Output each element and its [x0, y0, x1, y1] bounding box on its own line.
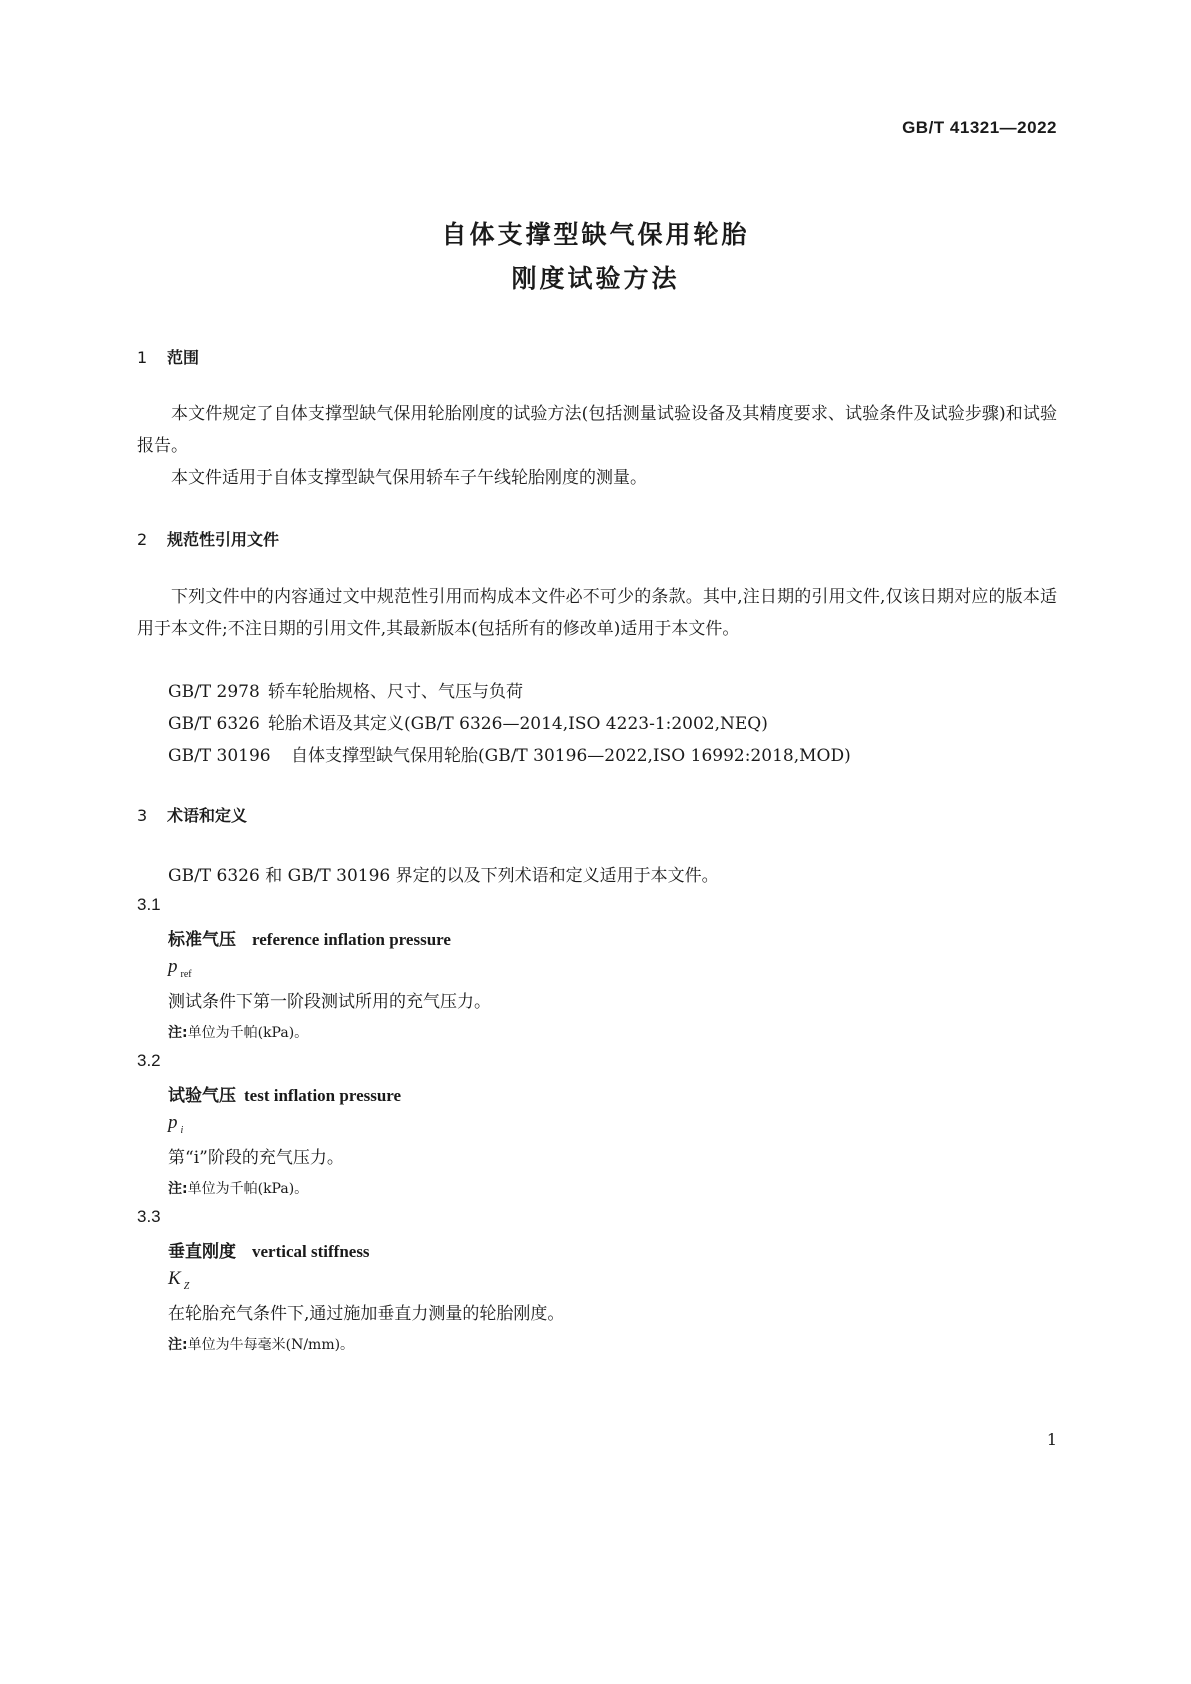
scope-paragraph-1: 本文件规定了自体支撑型缺气保用轮胎刚度的试验方法(包括测量试验设备及其精度要求、试验条件及试验步骤)和试验报告。: [137, 404, 1057, 456]
term-heading: [168, 1237, 370, 1262]
term-definition: 测试条件下第一阶段测试所用的充气压力。: [168, 992, 491, 1012]
term-zh: 标准气压: [168, 930, 236, 950]
standard-code: GB/T 41321—2022: [902, 118, 1057, 137]
reference-title: 轿车轮胎规格、尺寸、气压与负荷: [268, 682, 523, 702]
reference-item: [168, 677, 523, 702]
note-label: 注:: [168, 1025, 188, 1041]
section-2-heading: [137, 527, 279, 550]
term-note: [168, 1178, 308, 1198]
reference-title: 自体支撑型缺气保用轮胎(GB/T 30196—2022,ISO 16992:2018,MOD): [291, 746, 851, 766]
note-text: 单位为千帕(kPa)。: [187, 1181, 309, 1197]
term-definition: 第“i”阶段的充气压力。: [168, 1148, 344, 1168]
reference-title: 轮胎术语及其定义(GB/T 6326—2014,ISO 4223-1:2002,NEQ): [268, 714, 768, 734]
section-title: 范围: [167, 348, 200, 367]
clause-number: 3.2: [137, 1051, 161, 1070]
section-number: 1: [137, 348, 148, 367]
note-text: 单位为千帕(kPa)。: [187, 1025, 309, 1041]
normative-references-paragraph: 下列文件中的内容通过文中规范性引用而构成本文件必不可少的条款。其中,注日期的引用文件,仅该日期对应的版本适用于本文件;不注日期的引用文件,其最新版本(包括所有的修改单)适用于本文件。: [137, 587, 1057, 639]
term-zh: 试验气压: [168, 1086, 236, 1106]
section-number: 2: [137, 530, 148, 549]
section-1-heading: [137, 345, 199, 368]
term-note: [168, 1022, 308, 1042]
reference-item: [168, 741, 851, 766]
term-en: vertical stiffness: [252, 1242, 370, 1261]
term-note: [168, 1334, 354, 1354]
clause-number: 3.3: [137, 1207, 161, 1226]
note-label: 注:: [168, 1181, 188, 1197]
term-en: reference inflation pressure: [252, 930, 451, 949]
section-3-heading: [137, 803, 247, 826]
note-text: 单位为牛每毫米(N/mm)。: [187, 1337, 355, 1353]
term-symbol: p $_i$: [168, 1112, 184, 1136]
term-heading: [168, 1081, 401, 1106]
section-number: 3: [137, 806, 148, 825]
section-title: 术语和定义: [167, 806, 248, 825]
clause-number: 3.1: [137, 895, 161, 914]
reference-code: GB/T 30196: [168, 746, 271, 766]
reference-code: GB/T 2978: [168, 682, 260, 702]
document-title-line1: 自体支撑型缺气保用轮胎: [441, 220, 750, 249]
document-title-line2: 刚度试验方法: [511, 264, 680, 293]
section-title: 规范性引用文件: [167, 530, 280, 549]
term-symbol: K $_Z$: [168, 1268, 190, 1292]
scope-paragraph-2: 本文件适用于自体支撑型缺气保用轿车子午线轮胎刚度的测量。: [171, 468, 647, 488]
term-zh: 垂直刚度: [168, 1242, 236, 1262]
reference-item: [168, 709, 768, 734]
term-symbol: p $_{ref}$: [168, 956, 192, 980]
terms-intro: GB/T 6326 和 GB/T 30196 界定的以及下列术语和定义适用于本文件。: [168, 866, 719, 886]
page-number: 1: [1046, 1430, 1057, 1449]
reference-code: GB/T 6326: [168, 714, 260, 734]
term-definition: 在轮胎充气条件下,通过施加垂直力测量的轮胎刚度。: [168, 1304, 565, 1324]
note-label: 注:: [168, 1337, 188, 1353]
term-heading: [168, 925, 451, 950]
term-en: test inflation pressure: [244, 1086, 402, 1105]
